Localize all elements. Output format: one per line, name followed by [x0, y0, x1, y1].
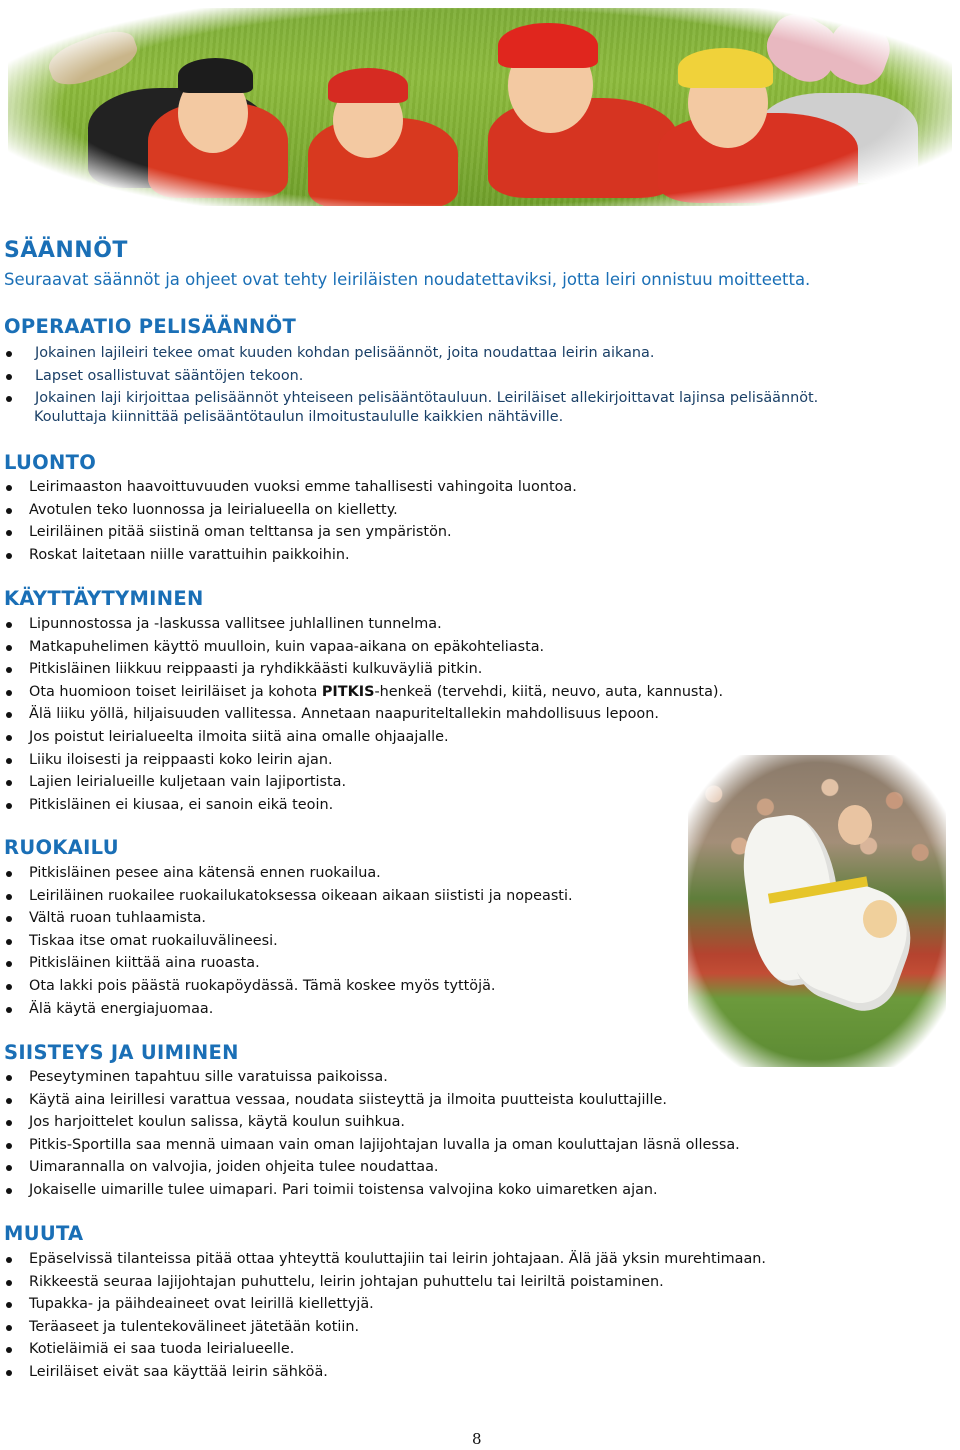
bullet-icon: [6, 1325, 12, 1331]
section-title-kayttaytyminen: KÄYTTÄYTYMINEN: [4, 587, 204, 610]
bullet-icon: [6, 1143, 12, 1149]
bullet-icon: [6, 1280, 12, 1286]
bullet-icon: [6, 622, 12, 628]
bullet-icon: [6, 780, 12, 786]
section-title-operaatio: OPERAATIO PELISÄÄNNÖT: [4, 315, 297, 338]
bullet-icon: [6, 530, 12, 536]
bullet-icon: [6, 1098, 12, 1104]
bullet-icon: [6, 803, 12, 809]
bullet-icon: [6, 396, 12, 402]
bullet-icon: [6, 1120, 12, 1126]
bullet-icon: [6, 712, 12, 718]
bullet-icon: [6, 485, 12, 491]
pitkis-strong: PITKIS: [321, 683, 375, 700]
bullet-icon: [6, 667, 12, 673]
judo-photo: [688, 755, 946, 1067]
bullet-icon: [6, 735, 12, 741]
bullet-icon: [6, 871, 12, 877]
bullet-icon: [6, 1257, 12, 1263]
section-title-ruokailu: RUOKAILU: [4, 836, 119, 859]
bullet-icon: [6, 1370, 12, 1376]
section-title-luonto: LUONTO: [4, 451, 97, 474]
intro-text: Seuraavat säännöt ja ohjeet ovat tehty leiriläisten noudatettaviksi, jotta leiri onnistuu moitteetta.: [4, 270, 811, 289]
bullet-icon: [6, 894, 12, 900]
bullet-icon: [6, 939, 12, 945]
hero-photo: [8, 8, 952, 206]
section-title-muuta: MUUTA: [4, 1222, 84, 1245]
bullet-icon: [6, 1302, 12, 1308]
page-number: 8: [472, 1430, 482, 1448]
bullet-icon: [6, 645, 12, 651]
bullet-icon: [6, 984, 12, 990]
operaatio-continuation: Kouluttaja kiinnittää pelisääntötaulun ilmoitustaululle kaikkien nähtäville.: [34, 409, 564, 425]
bullet-icon: [6, 553, 12, 559]
bullet-icon: [6, 374, 12, 380]
section-title-siisteys: SIISTEYS JA UIMINEN: [4, 1041, 239, 1064]
bullet-icon: [6, 916, 12, 922]
bullet-icon: [6, 351, 12, 357]
bullet-icon: [6, 1188, 12, 1194]
bullet-icon: [6, 1347, 12, 1353]
bullet-icon: [6, 961, 12, 967]
bullet-icon: [6, 1165, 12, 1171]
bullet-icon: [6, 1007, 12, 1013]
page-title: SÄÄNNÖT: [4, 238, 128, 263]
bullet-icon: [6, 758, 12, 764]
bullet-icon: [6, 1075, 12, 1081]
bullet-icon: [6, 690, 12, 696]
bullet-icon: [6, 508, 12, 514]
